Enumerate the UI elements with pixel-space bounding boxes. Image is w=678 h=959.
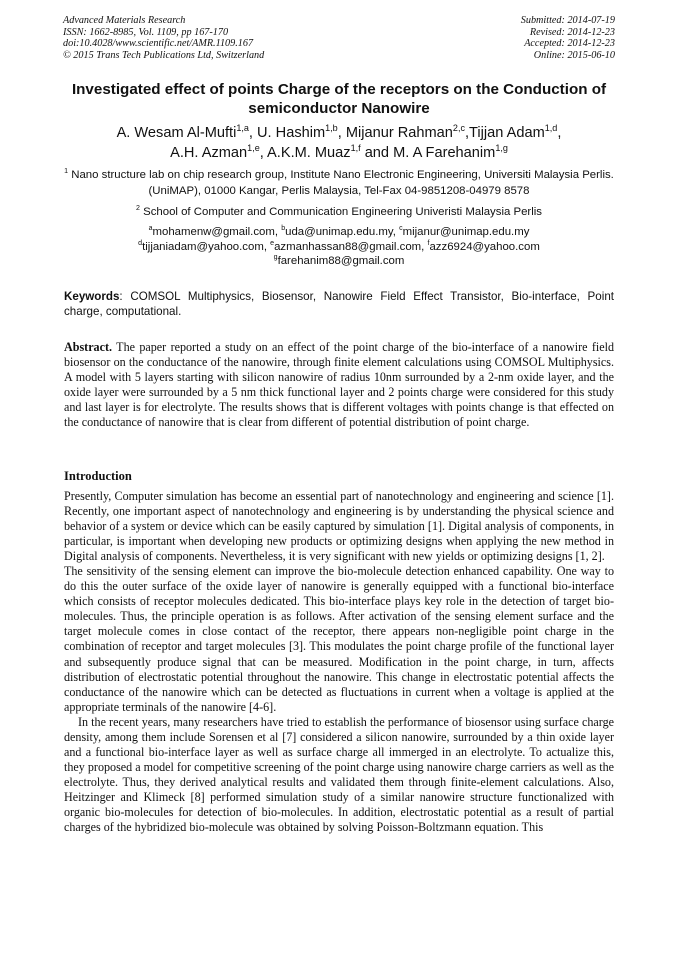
journal-header-right [521,15,615,61]
email-address[interactable]: $^c$mijanur@unimap.edu.my [399,225,530,238]
introduction-body [64,489,614,835]
author: A.K.M. Muaz$^{1,f}$ and [267,143,394,161]
email-address[interactable]: $^d$tijjaniadam@yahoo.com [138,239,264,253]
email-address[interactable]: $^f$azz6924@yahoo.com [427,239,540,253]
section-heading-introduction: Introduction [64,469,132,483]
author: U. Hashim$^{1,b}$, [257,123,346,141]
paragraph: In the recent years, many researchers have tried to establish the performance of biosensor using surface charge density, among them include Sorensen et al [7] considered a silicon nanowire, surrounded by a thin oxide layer and a functional bio-interface layer as well as surface charge all immerged in an electrolyte. To actualize this, they proposed a model for competitive screening of the point charge using nanowire charge carriers as well as the electrolyte. Thus, they derived analytical results and validated them through finite-element calculations. Also, Heitzinger and Klimeck [8] performed simulation study of a similar nanowire structure functionalized with organic bio-molecules for detection of bio-molecules. In addition, electrostatic potential as a result of partial charges of the hybridized bio-molecule was obtained by solving Poisson-Boltzmann equation. This [64,714,614,835]
email-address[interactable]: $^a$mohamenw@gmail.com [148,225,275,238]
issn-line: ISSN: 1662-8985, Vol. 1109, pp 167-170 [63,26,229,38]
doi-line: doi:10.4028/www.scientific.net/AMR.1109.167 [63,38,254,50]
journal-name: Advanced Materials Research [63,15,186,26]
email-address[interactable]: $^g$farehanim88@gmail.com [273,254,405,268]
copyright-line: © 2015 Trans Tech Publications Ltd, Switzerland [63,49,265,61]
revised-date: Revised: 2014-12-23 [529,26,615,38]
email-address[interactable]: $^b$uda@unimap.edu.my [281,225,393,238]
keywords-text: : COMSOL Multiphysics, Biosensor, Nanowire Field Effect Transistor, Bio-interface, Point charge, computational. [64,290,614,318]
keywords-label: Keywords [64,290,120,303]
author: Tijjan Adam$^{1,d}$, [469,123,562,141]
author: M. A Farehanim$^{1,g}$ [393,143,508,161]
affiliation-2: $^2$ School of Computer and Communication Engineering Univeristi Malaysia Perlis [136,205,542,218]
author: A.H. Azman$^{1,e}$, [170,143,268,161]
paragraph: The sensitivity of the sensing element can improve the bio-molecule detection enhanced capability. One way to do this the outer surface of the oxide layer of nanowire is generally equipped with a functional bio-interface which consists of receptor molecules dedicated. This bio-interface plays key role in the detection of target bio-molecules. Thus, the principle operation is as follows. After activation of the sensing element surface and the target molecule comes in close contact of the receptor, there appears non-negligible point charge in the combination of receptor and target molecules [3]. This modulates the point charge profile of the functional layer and subsequently produce signal that can be measured. Modification in the point charge, in turn, affects distribution of electrostatic potential throughout the nanowire. This change in electrostatic potential affects the conductance of the nanowire which can be detected as fluctuations in current when a voltage is applied at the appropriate terminals of the nanowire [4-6]. [64,564,614,714]
accepted-date: Accepted: 2014-12-23 [524,38,615,50]
author: A. Wesam Al-Mufti$^{1,a}$, [116,123,258,141]
affiliation-1: $^1$ Nano structure lab on chip research group, Institute Nano Electronic Engineering, Universiti Malaysia Perlis. (UniMAP), 01000 Kangar, Perlis Malaysia, Tel-Fax 04-9851208-04979 8578 [64,168,614,197]
paragraph: Presently, Computer simulation has become an essential part of nanotechnology and engineering and science [1]. Recently, one important aspect of nanotechnology and engineering is by understanding the physical science and behavior of a system or device which can be easily captured by simulation [1]. Digital analysis of components, in particular, is important when developing new products or optimizing designs when applying the new method in Digital analysis of components. Nevertheless, it is very significant with new yields or optimizing designs [1, 2]. [64,489,614,564]
email-address[interactable]: $^e$azmanhassan88@gmail.com [270,239,422,253]
online-date: Online: 2015-06-10 [533,49,615,61]
author-list [40,123,638,163]
abstract-label: Abstract. [64,340,113,354]
author: Mijanur Rahman$^{2,c}$, [345,123,470,141]
paper-title: Investigated effect of points Charge of the receptors on the Conduction of semiconductor Nanowire [71,81,607,117]
submitted-date: Submitted: 2014-07-19 [520,15,615,26]
abstract [64,340,614,430]
keywords [64,289,614,319]
email-list: $^a$mohamenw@gmail.com, $^b$uda@unimap.edu.my, $^c$mijanur@unimap.edu.my $^d$tijjaniadam@yahoo.com, $^e$azmanhassan88@gmail.com, $^f$azz6924@yahoo.com $^g$farehanim88@gmail.com [138,225,540,268]
journal-header-left [63,15,264,61]
abstract-text: The paper reported a study on an effect of the point charge of the bio-interface of a nanowire field biosensor on the conductance of the nanowire, through finite element calculations using COMSOL Multiphysics. A model with 5 layers starting with silicon nanowire of radius 10nm surrounded by a 2-nm oxide layer, and the oxide layer were surrounded by a 5 nm thick functional layer and 2 points charge were considered for this study and last layer is for electrolyte. The results shows that is different voltages with points change is that effected on the conductance of nanowire that is clear from different of potential distribution of point charge. [64,340,614,430]
